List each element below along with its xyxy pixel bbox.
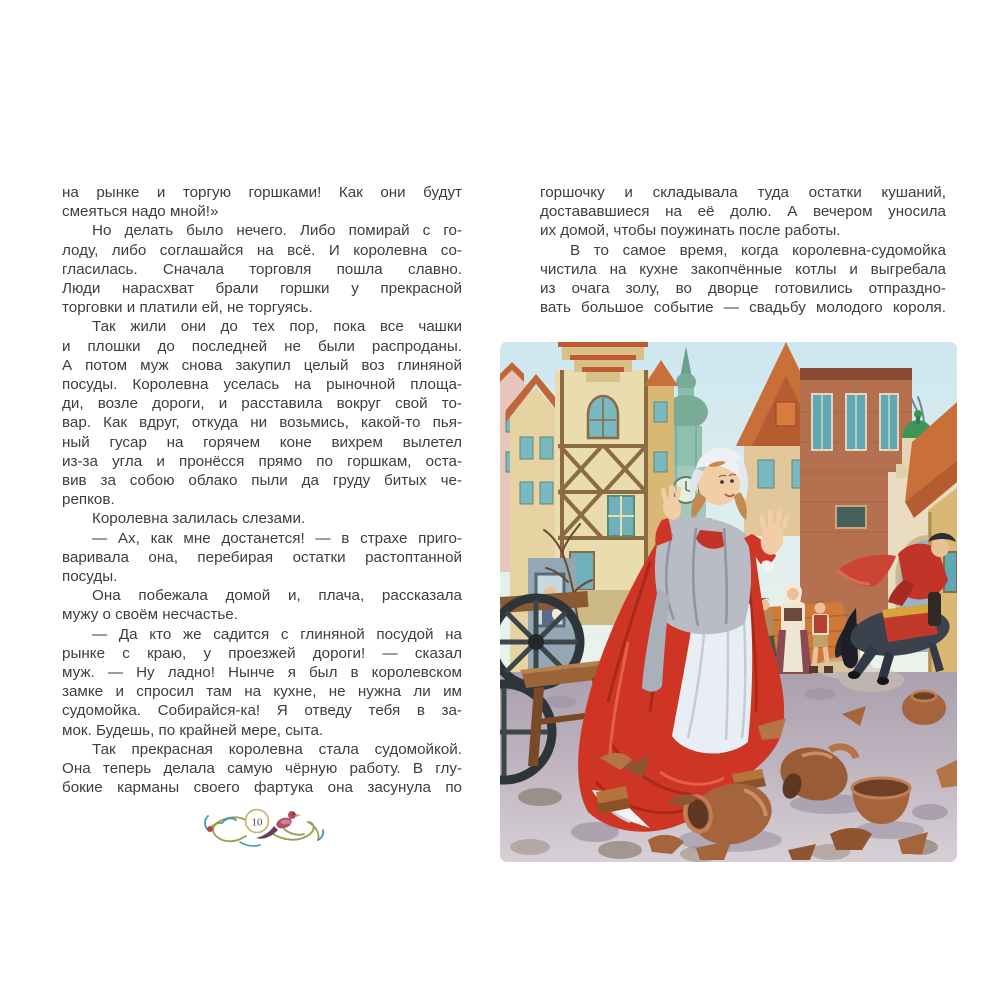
text-line: из очага золу, во дворце готовились отпраздно-: [540, 280, 946, 298]
text-line: из-за угла и пронёсся прямо по горшкам, оста-: [62, 452, 462, 470]
paragraph: [62, 183, 462, 221]
right-page-text: [540, 183, 946, 317]
text-line: варивала она, перебирая остатки растоптанной: [62, 548, 462, 566]
text-line: посуды.: [62, 568, 118, 586]
text-line: Так прекрасная королевна стала судомойкой.: [92, 740, 462, 758]
flourish-bird-icon: [200, 796, 326, 850]
text-line: посуды. Королевна уселась на рыночной площа-: [62, 376, 462, 394]
text-line: муж. — Ну ладно! Нынче я был в королевском: [62, 664, 462, 682]
text-line: и плошки до последней не были распроданы.: [62, 337, 462, 355]
text-line: торговки и платили ей, не торгуясь.: [62, 299, 313, 317]
small-pot-right: [902, 691, 946, 725]
paragraph: [62, 740, 462, 798]
paragraph: [62, 625, 462, 740]
paragraph: [540, 241, 946, 318]
text-line: лоду, либо соглашайся на всё. И королевна со-: [62, 241, 462, 259]
text-line: вив за собою облако пыли да груду битых че-: [62, 472, 462, 490]
text-line: на рынке и торгую горшками! Как они будут: [62, 184, 462, 201]
story-illustration: [500, 342, 957, 862]
text-line: Она побежала домой и, плача, рассказала: [92, 587, 462, 605]
text-line: Она теперь делала самую чёрную работу. В глу-: [62, 760, 462, 778]
text-line: Так жили они до тех пор, пока все чашки: [92, 318, 462, 336]
text-line: репков.: [62, 491, 115, 509]
text-line: достававшиеся на её долю. А вечером уносила: [540, 203, 946, 221]
text-line: судомойка. Собирайся-ка! Я отведу тебя в за-: [62, 702, 462, 720]
text-line: ди, возле дороги, и расставила вокруг свой то-: [62, 395, 462, 413]
text-line: Королевна залилась слезами.: [92, 510, 306, 528]
text-line: В то самое время, когда королевна-судомойка: [570, 241, 946, 259]
text-line: — Да кто же садится с глиняной посудой на: [92, 625, 462, 643]
text-line: горшочку и складывала туда остатки кушаний,: [540, 184, 946, 201]
text-line: Люди нарасхват брали горшки у прекрасной: [62, 280, 462, 298]
page-number: 10: [251, 816, 263, 829]
paragraph: [62, 317, 462, 509]
paragraph: [62, 529, 462, 587]
text-line: ный гусар на горячем коне вихрем вылетел: [62, 433, 462, 451]
text-line: их домой, чтобы поужинать после работы.: [540, 222, 841, 240]
text-line: мок. Будешь, по крайней мере, сыта.: [62, 721, 324, 739]
text-line: бокие карманы своего фартука она засунула по: [62, 779, 462, 797]
text-line: — Ах, как мне достанется! — в страхе приго-: [92, 529, 462, 547]
text-line: вать большое событие — свадьбу молодого короля.: [540, 299, 946, 317]
text-line: мужу о своём несчастье.: [62, 606, 238, 624]
text-line: гласилась. Сначала торговля пошла славно.: [62, 260, 462, 278]
paragraph: [62, 509, 462, 528]
market-scene-picture: [500, 342, 957, 862]
paragraph: [540, 183, 946, 241]
text-line: чистила на кухне закопчённые котлы и выгребала: [540, 260, 946, 278]
left-page-text: [62, 183, 462, 798]
paragraph: [62, 221, 462, 317]
text-line: А потом муж снова закупил целый воз глиняной: [62, 356, 462, 374]
page-number-ornament: [200, 796, 326, 850]
text-line: рынке с краю, у проезжей дороги! — сказал: [62, 644, 462, 662]
text-line: замке и спросил там на кухне, не нужна ли им: [62, 683, 462, 701]
berry-dot: [207, 826, 213, 832]
paragraph: [62, 586, 462, 624]
text-line: Но делать было нечего. Либо помирай с го-: [92, 222, 462, 240]
text-line: смеяться надо мной!»: [62, 203, 219, 221]
text-line: вар. Как вдруг, откуда ни возьмись, какой-то пья-: [62, 414, 462, 432]
